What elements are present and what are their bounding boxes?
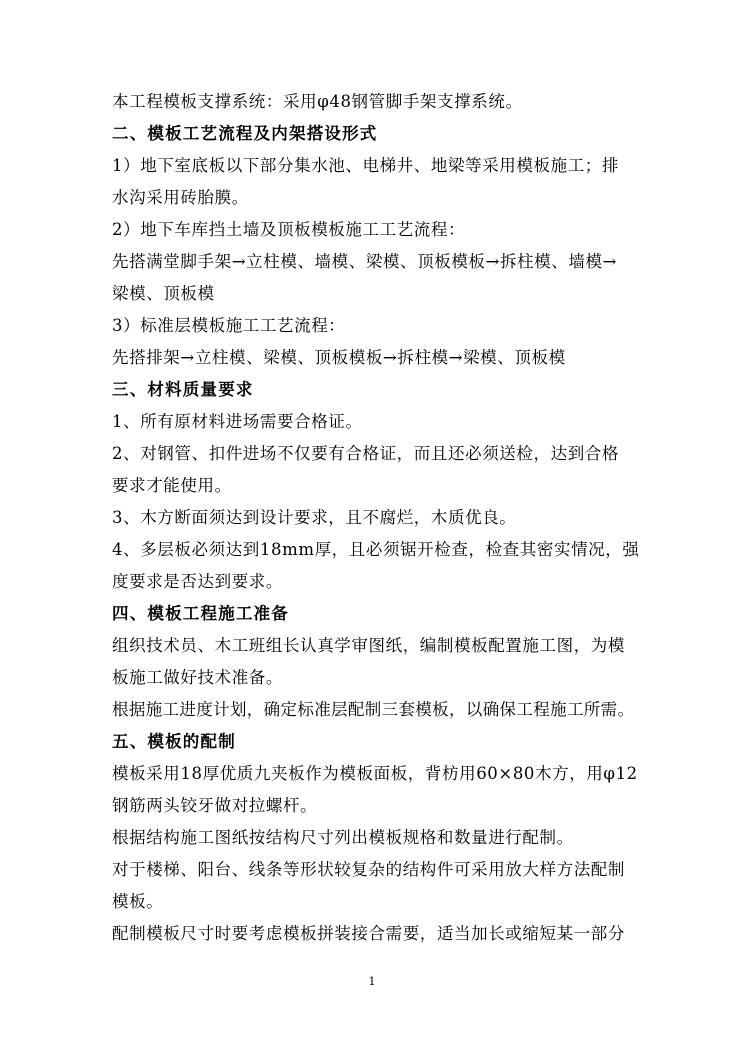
text-line: 本工程模板支撑系统：采用φ48钢管脚手架支撑系统。 [112,92,523,111]
text-line: 梁模、顶板模 [112,284,215,303]
section-heading: 五、模板的配制 [112,732,236,751]
text-line: 组织技术员、木工班组长认真学审图纸，编制模板配置施工图，为模 [112,636,625,655]
text-line: 3、木方断面须达到设计要求，且不腐烂，木质优良。 [112,508,517,527]
section-heading: 三、材料质量要求 [112,380,254,399]
text-line: 模板。 [112,892,164,911]
text-line: 根据施工进度计划，确定标准层配制三套模板，以确保工程施工所需。 [112,700,635,719]
document-body [112,86,640,950]
text-line: 板施工做好技术准备。 [112,668,283,687]
text-line: 4、多层板必须达到18mm厚，且必须锯开检查，检查其密实情况，强 [112,540,640,559]
text-line: 2）地下车库挡土墙及顶板模板施工工艺流程： [112,220,466,239]
text-line: 配制模板尺寸时要考虑模板拼装接合需要，适当加长或缩短某一部分 [112,924,625,943]
text-line: 要求才能使用。 [112,476,232,495]
text-line: 3）标准层模板施工工艺流程： [112,316,346,335]
page-number: 1 [368,975,376,988]
text-line: 钢筋两头铰牙做对拉螺杆。 [112,796,318,815]
text-line: 对于楼梯、阳台、线条等形状较复杂的结构件可采用放大样方法配制 [112,860,625,879]
text-line: 度要求是否达到要求。 [112,572,283,591]
text-line: 先搭排架→立柱模、梁模、顶板模板→拆柱模→梁模、顶板模 [112,348,566,367]
text-line: 1）地下室底板以下部分集水池、电梯井、地梁等采用模板施工；排 [112,156,619,175]
section-heading: 二、模板工艺流程及内架搭设形式 [112,124,378,143]
text-line: 水沟采用砖胎膜。 [112,188,249,207]
section-heading: 四、模板工程施工准备 [112,604,289,623]
text-line: 模板采用18厚优质九夹板作为模板面板，背枋用60×80木方，用φ12 [112,764,638,783]
text-line: 2、对钢管、扣件进场不仅要有合格证，而且还必须送检，达到合格 [112,444,619,463]
text-line: 根据结构施工图纸按结构尺寸列出模板规格和数量进行配制。 [112,828,574,847]
text-line: 先搭满堂脚手架→立柱模、墙模、梁模、顶板模板→拆柱模、墙模→ [112,252,617,271]
text-line: 1、所有原材料进场需要合格证。 [112,412,363,431]
